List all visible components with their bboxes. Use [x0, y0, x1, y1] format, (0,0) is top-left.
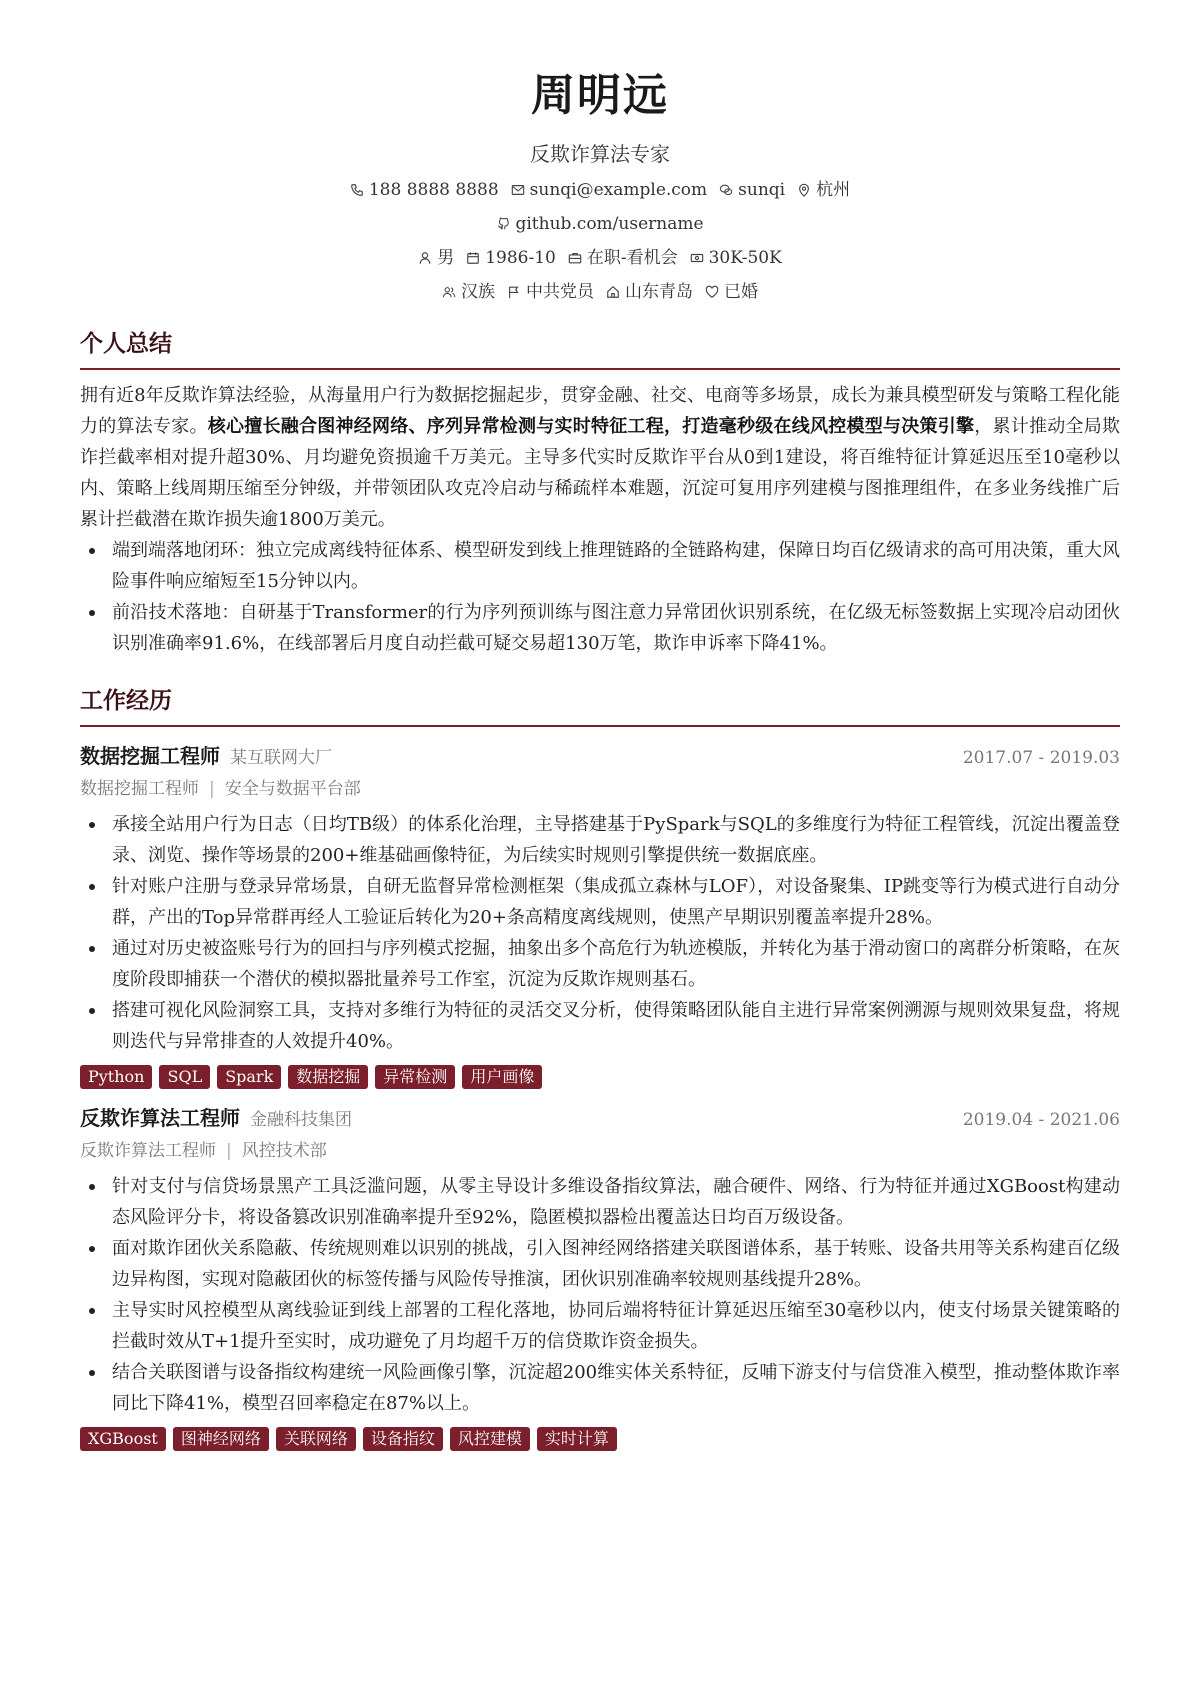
- skill-tag: 异常检测: [375, 1065, 455, 1089]
- hometown-text: 山东青岛: [625, 282, 693, 302]
- skill-tag: 关联网络: [276, 1427, 356, 1451]
- contact-email[interactable]: [511, 178, 708, 202]
- location-icon: [797, 183, 811, 197]
- info-salary: [690, 246, 782, 270]
- summary-bullet: 端到端落地闭环：独立完成离线特征体系、模型研发到线上推理链路的全链路构建，保障日均百亿级请求的高可用决策，重大风险事件响应缩短至15分钟以内。: [112, 535, 1120, 597]
- separator: |: [209, 779, 215, 799]
- job-bullets: [80, 809, 1120, 1057]
- money-icon: [690, 251, 704, 265]
- job-dept: 风控技术部: [241, 1141, 327, 1161]
- gender-text: 男: [437, 248, 455, 268]
- skill-tag: 风控建模: [450, 1427, 530, 1451]
- summary-text-2: ，累计推动全局欺诈拦截率相对提升超30%、月均避免资损逾千万美元。主导多代实时反欺诈平台从0到1建设，将百维特征计算延迟压至10毫秒以内、策略上线周期压缩至分钟级，并带领团队攻克冷启动与稀疏样本难题，沉淀可复用序列建模与图推理组件，在多业务线推广后累计拦截潜在欺诈损失逾1800万美元。: [80, 416, 1120, 530]
- skill-tag: Spark: [217, 1065, 281, 1089]
- calendar-icon: [466, 251, 480, 265]
- skill-tag: 数据挖掘: [288, 1065, 368, 1089]
- marital-text: 已婚: [724, 282, 758, 302]
- info-gender: [418, 246, 454, 270]
- birth-text: 1986-10: [485, 248, 556, 268]
- github-icon: [496, 217, 510, 231]
- job-bullet: 主导实时风控模型从离线验证到线上部署的工程化落地，协同后端将特征计算延迟压缩至30毫秒以内，使支付场景关键策略的拦截时效从T+1提升至实时，成功避免了月均超千万的信贷欺诈资金损失。: [112, 1295, 1120, 1357]
- skill-tag: Python: [80, 1065, 152, 1089]
- summary-text-1: 拥有近8年反欺诈算法经验，从海量用户行为数据挖掘起步，贯穿金融、社交、电商等多场景，成长为兼具模型研发与策略工程化能力的算法专家。: [80, 385, 1120, 437]
- contact-line: [80, 178, 1120, 202]
- summary-paragraph: [80, 380, 1120, 535]
- job-bullets: [80, 1171, 1120, 1419]
- job-subline: [80, 1137, 1120, 1165]
- summary-text-bold: 核心擅长融合图神经网络、序列异常检测与实时特征工程，打造毫秒级在线风控模型与决策引擎: [207, 416, 975, 437]
- personal-line-1: [80, 246, 1120, 270]
- wechat-text: sunqi: [738, 180, 786, 200]
- job-bullet: 针对账户注册与登录异常场景，自研无监督异常检测框架（集成孤立森林与LOF），对设备聚集、IP跳变等行为模式进行自动分群，产出的Top异常群再经人工验证后转化为20+条高精度离线规则，使黑产早期识别覆盖率提升28%。: [112, 871, 1120, 933]
- github-text: github.com/username: [515, 214, 704, 234]
- user-icon: [418, 251, 432, 265]
- info-politics: [507, 280, 594, 304]
- info-hometown: [606, 280, 693, 304]
- skill-tag: 图神经网络: [173, 1427, 269, 1451]
- info-ethnicity: [442, 280, 495, 304]
- skill-tag: XGBoost: [80, 1427, 166, 1451]
- politics-text: 中共党员: [526, 282, 594, 302]
- candidate-name: 周明远: [531, 70, 669, 121]
- job-company: 某互联网大厂: [230, 748, 332, 768]
- candidate-title: 反欺诈算法专家: [530, 142, 670, 166]
- job-subline: [80, 775, 1120, 803]
- job-entry: [80, 1103, 1120, 1451]
- job-date: 2017.07 - 2019.03: [962, 748, 1120, 768]
- summary-bullets: [80, 535, 1120, 659]
- contact-phone[interactable]: [350, 178, 499, 202]
- job-bullet: 结合关联图谱与设备指纹构建统一风险画像引擎，沉淀超200维实体关系特征，反哺下游支付与信贷准入模型，推动整体欺诈率同比下降41%，模型召回率稳定在87%以上。: [112, 1357, 1120, 1419]
- skill-tag: SQL: [159, 1065, 210, 1089]
- briefcase-icon: [568, 251, 582, 265]
- city-text: 杭州: [816, 180, 851, 200]
- contact-city: [797, 178, 850, 202]
- info-birth: [466, 246, 556, 270]
- salary-text: 30K-50K: [708, 248, 782, 268]
- contact-github[interactable]: [496, 212, 703, 236]
- job-header: [80, 741, 1120, 773]
- phone-text: 188 8888 8888: [368, 180, 499, 200]
- job-date: 2019.04 - 2021.06: [962, 1110, 1120, 1130]
- info-marital: [705, 280, 758, 304]
- heart-icon: [705, 285, 719, 299]
- flag-icon: [507, 285, 521, 299]
- email-text: sunqi@example.com: [529, 180, 708, 200]
- job-title-group: [80, 1103, 352, 1135]
- job-title-group: [80, 741, 332, 773]
- job-header: [80, 1103, 1120, 1135]
- skill-tags: [80, 1065, 1120, 1089]
- skill-tags: [80, 1427, 1120, 1451]
- wechat-icon: [719, 183, 733, 197]
- job-position: 反欺诈算法工程师: [80, 1141, 216, 1161]
- skill-tag: 实时计算: [537, 1427, 617, 1451]
- job-position: 数据挖掘工程师: [80, 779, 199, 799]
- job-bullet: 搭建可视化风险洞察工具，支持对多维行为特征的灵活交叉分析，使得策略团队能自主进行异常案例溯源与规则效果复盘，将规则迭代与异常排查的人效提升40%。: [112, 995, 1120, 1057]
- separator: |: [226, 1141, 232, 1161]
- users-icon: [442, 285, 456, 299]
- experience-heading: 工作经历: [80, 685, 1120, 727]
- personal-line-2: [80, 280, 1120, 304]
- github-line: [80, 212, 1120, 236]
- mail-icon: [511, 183, 525, 197]
- home-icon: [606, 285, 620, 299]
- status-text: 在职-看机会: [586, 248, 678, 268]
- job-bullet: 通过对历史被盗账号行为的回扫与序列模式挖掘，抽象出多个高危行为轨迹模版，并转化为基于滑动窗口的离群分析策略，在灰度阶段即捕获一个潜伏的模拟器批量养号工作室，沉淀为反欺诈规则基石。: [112, 933, 1120, 995]
- job-bullet: 面对欺诈团伙关系隐蔽、传统规则难以识别的挑战，引入图神经网络搭建关联图谱体系，基于转账、设备共用等关系构建百亿级边异构图，实现对隐蔽团伙的标签传播与风险传导推演，团伙识别准确率较规则基线提升28%。: [112, 1233, 1120, 1295]
- skill-tag: 设备指纹: [363, 1427, 443, 1451]
- job-role: 反欺诈算法工程师: [80, 1106, 240, 1130]
- job-dept: 安全与数据平台部: [224, 779, 361, 799]
- summary-bullet: 前沿技术落地：自研基于Transformer的行为序列预训练与图注意力异常团伙识别系统，在亿级无标签数据上实现冷启动团伙识别准确率91.6%，在线部署后月度自动拦截可疑交易超130万笔，欺诈申诉率下降41%。: [112, 597, 1120, 659]
- job-company: 金融科技集团: [250, 1110, 352, 1130]
- job-role: 数据挖掘工程师: [80, 744, 220, 768]
- ethnicity-text: 汉族: [461, 282, 495, 302]
- job-bullet: 针对支付与信贷场景黑产工具泛滥问题，从零主导设计多维设备指纹算法，融合硬件、网络、行为特征并通过XGBoost构建动态风险评分卡，将设备篡改识别准确率提升至92%，隐匿模拟器检出覆盖达日均百万级设备。: [112, 1171, 1120, 1233]
- skill-tag: 用户画像: [462, 1065, 542, 1089]
- contact-wechat[interactable]: [719, 178, 785, 202]
- summary-heading: 个人总结: [80, 328, 1120, 370]
- info-status: [568, 246, 678, 270]
- job-entry: [80, 741, 1120, 1089]
- phone-icon: [350, 183, 364, 197]
- job-bullet: 承接全站用户行为日志（日均TB级）的体系化治理，主导搭建基于PySpark与SQL的多维度行为特征工程管线，沉淀出覆盖登录、浏览、操作等场景的200+维基础画像特征，为后续实时规则引擎提供统一数据底座。: [112, 809, 1120, 871]
